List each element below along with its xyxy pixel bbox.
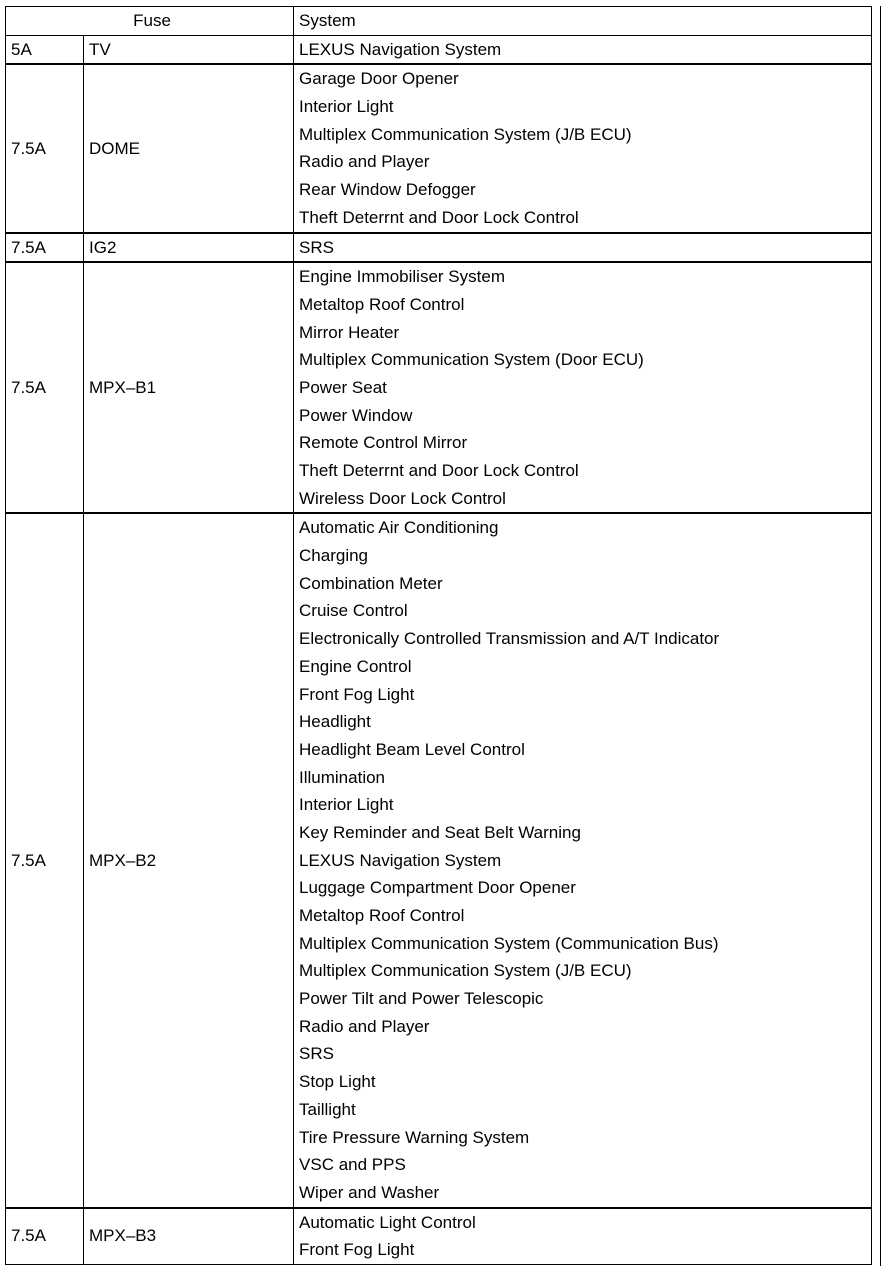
system-item: Headlight (299, 712, 371, 732)
system-item: Interior Light (299, 795, 394, 815)
system-item: Multiplex Communication System (Door ECU) (299, 350, 644, 370)
system-item: Radio and Player (299, 152, 430, 172)
fuse-row (6, 233, 872, 263)
system-item: Taillight (299, 1099, 356, 1119)
fuse-amperage: 5A (6, 35, 84, 64)
fuse-name: DOME (84, 64, 294, 232)
header-row (6, 7, 872, 36)
system-item: Garage Door Opener (299, 69, 459, 89)
system-item: Wireless Door Lock Control (299, 488, 506, 508)
system-item: Remote Control Mirror (299, 433, 468, 453)
system-item: Theft Deterrnt and Door Lock Control (299, 207, 579, 227)
system-item: Wiper and Washer (299, 1182, 440, 1202)
fuse-name: MPX–B1 (84, 262, 294, 513)
fuse-row (6, 262, 872, 513)
system-list (294, 64, 872, 232)
fuse-amperage: 7.5A (6, 233, 84, 263)
system-item: Multiplex Communication System (J/B ECU) (299, 961, 632, 981)
fuse-body (6, 35, 872, 1264)
system-item: Charging (299, 546, 369, 566)
system-item: Rear Window Defogger (299, 180, 476, 200)
system-item: Power Window (299, 405, 413, 425)
system-item: Automatic Air Conditioning (299, 518, 499, 538)
system-item: Theft Deterrnt and Door Lock Control (299, 461, 579, 481)
fuse-row (6, 513, 872, 1207)
system-list (294, 1208, 872, 1265)
system-list (294, 233, 872, 263)
system-item: Luggage Compartment Door Opener (299, 878, 576, 898)
fuse-name: TV (84, 35, 294, 64)
system-item: Key Reminder and Seat Belt Warning (299, 822, 581, 842)
system-item: Stop Light (299, 1072, 376, 1092)
fuse-name: MPX–B3 (84, 1208, 294, 1265)
system-list (294, 35, 872, 64)
system-item: Illumination (299, 767, 386, 787)
fuse-amperage: 7.5A (6, 513, 84, 1207)
fuse-name: MPX–B2 (84, 513, 294, 1207)
system-item: Mirror Heater (299, 322, 400, 342)
fuse-row (6, 1208, 872, 1265)
system-item: VSC and PPS (299, 1155, 406, 1175)
header-fuse: Fuse (6, 7, 294, 36)
right-edge-line (880, 6, 881, 1266)
system-item: Engine Control (299, 656, 412, 676)
system-list (294, 262, 872, 513)
system-item: Power Seat (299, 377, 387, 397)
system-item: LEXUS Navigation System (299, 39, 502, 59)
system-item: Power Tilt and Power Telescopic (299, 989, 544, 1009)
fuse-amperage: 7.5A (6, 1208, 84, 1265)
system-item: Automatic Light Control (299, 1212, 476, 1232)
system-item: Multiplex Communication System (J/B ECU) (299, 124, 632, 144)
header-system: System (294, 7, 872, 36)
system-item: Headlight Beam Level Control (299, 739, 525, 759)
system-item: Electronically Controlled Transmission and A/T Indicator (299, 629, 720, 649)
system-item: Engine Immobiliser System (299, 267, 505, 287)
fuse-name: IG2 (84, 233, 294, 263)
system-item: Multiplex Communication System (Communication Bus) (299, 933, 719, 953)
system-item: Interior Light (299, 97, 394, 117)
system-item: SRS (299, 237, 334, 257)
system-item: LEXUS Navigation System (299, 850, 502, 870)
fuse-row (6, 64, 872, 232)
system-item: Radio and Player (299, 1016, 430, 1036)
system-item: Cruise Control (299, 601, 408, 621)
system-list (294, 513, 872, 1207)
system-item: Metaltop Roof Control (299, 294, 465, 314)
system-item: Combination Meter (299, 573, 443, 593)
fuse-amperage: 7.5A (6, 64, 84, 232)
system-item: SRS (299, 1044, 334, 1064)
system-item: Tire Pressure Warning System (299, 1127, 530, 1147)
system-item: Metaltop Roof Control (299, 906, 465, 926)
system-item: Front Fog Light (299, 684, 415, 704)
system-item: Front Fog Light (299, 1240, 415, 1260)
fuse-row (6, 35, 872, 64)
fuse-table (5, 6, 872, 1265)
fuse-amperage: 7.5A (6, 262, 84, 513)
